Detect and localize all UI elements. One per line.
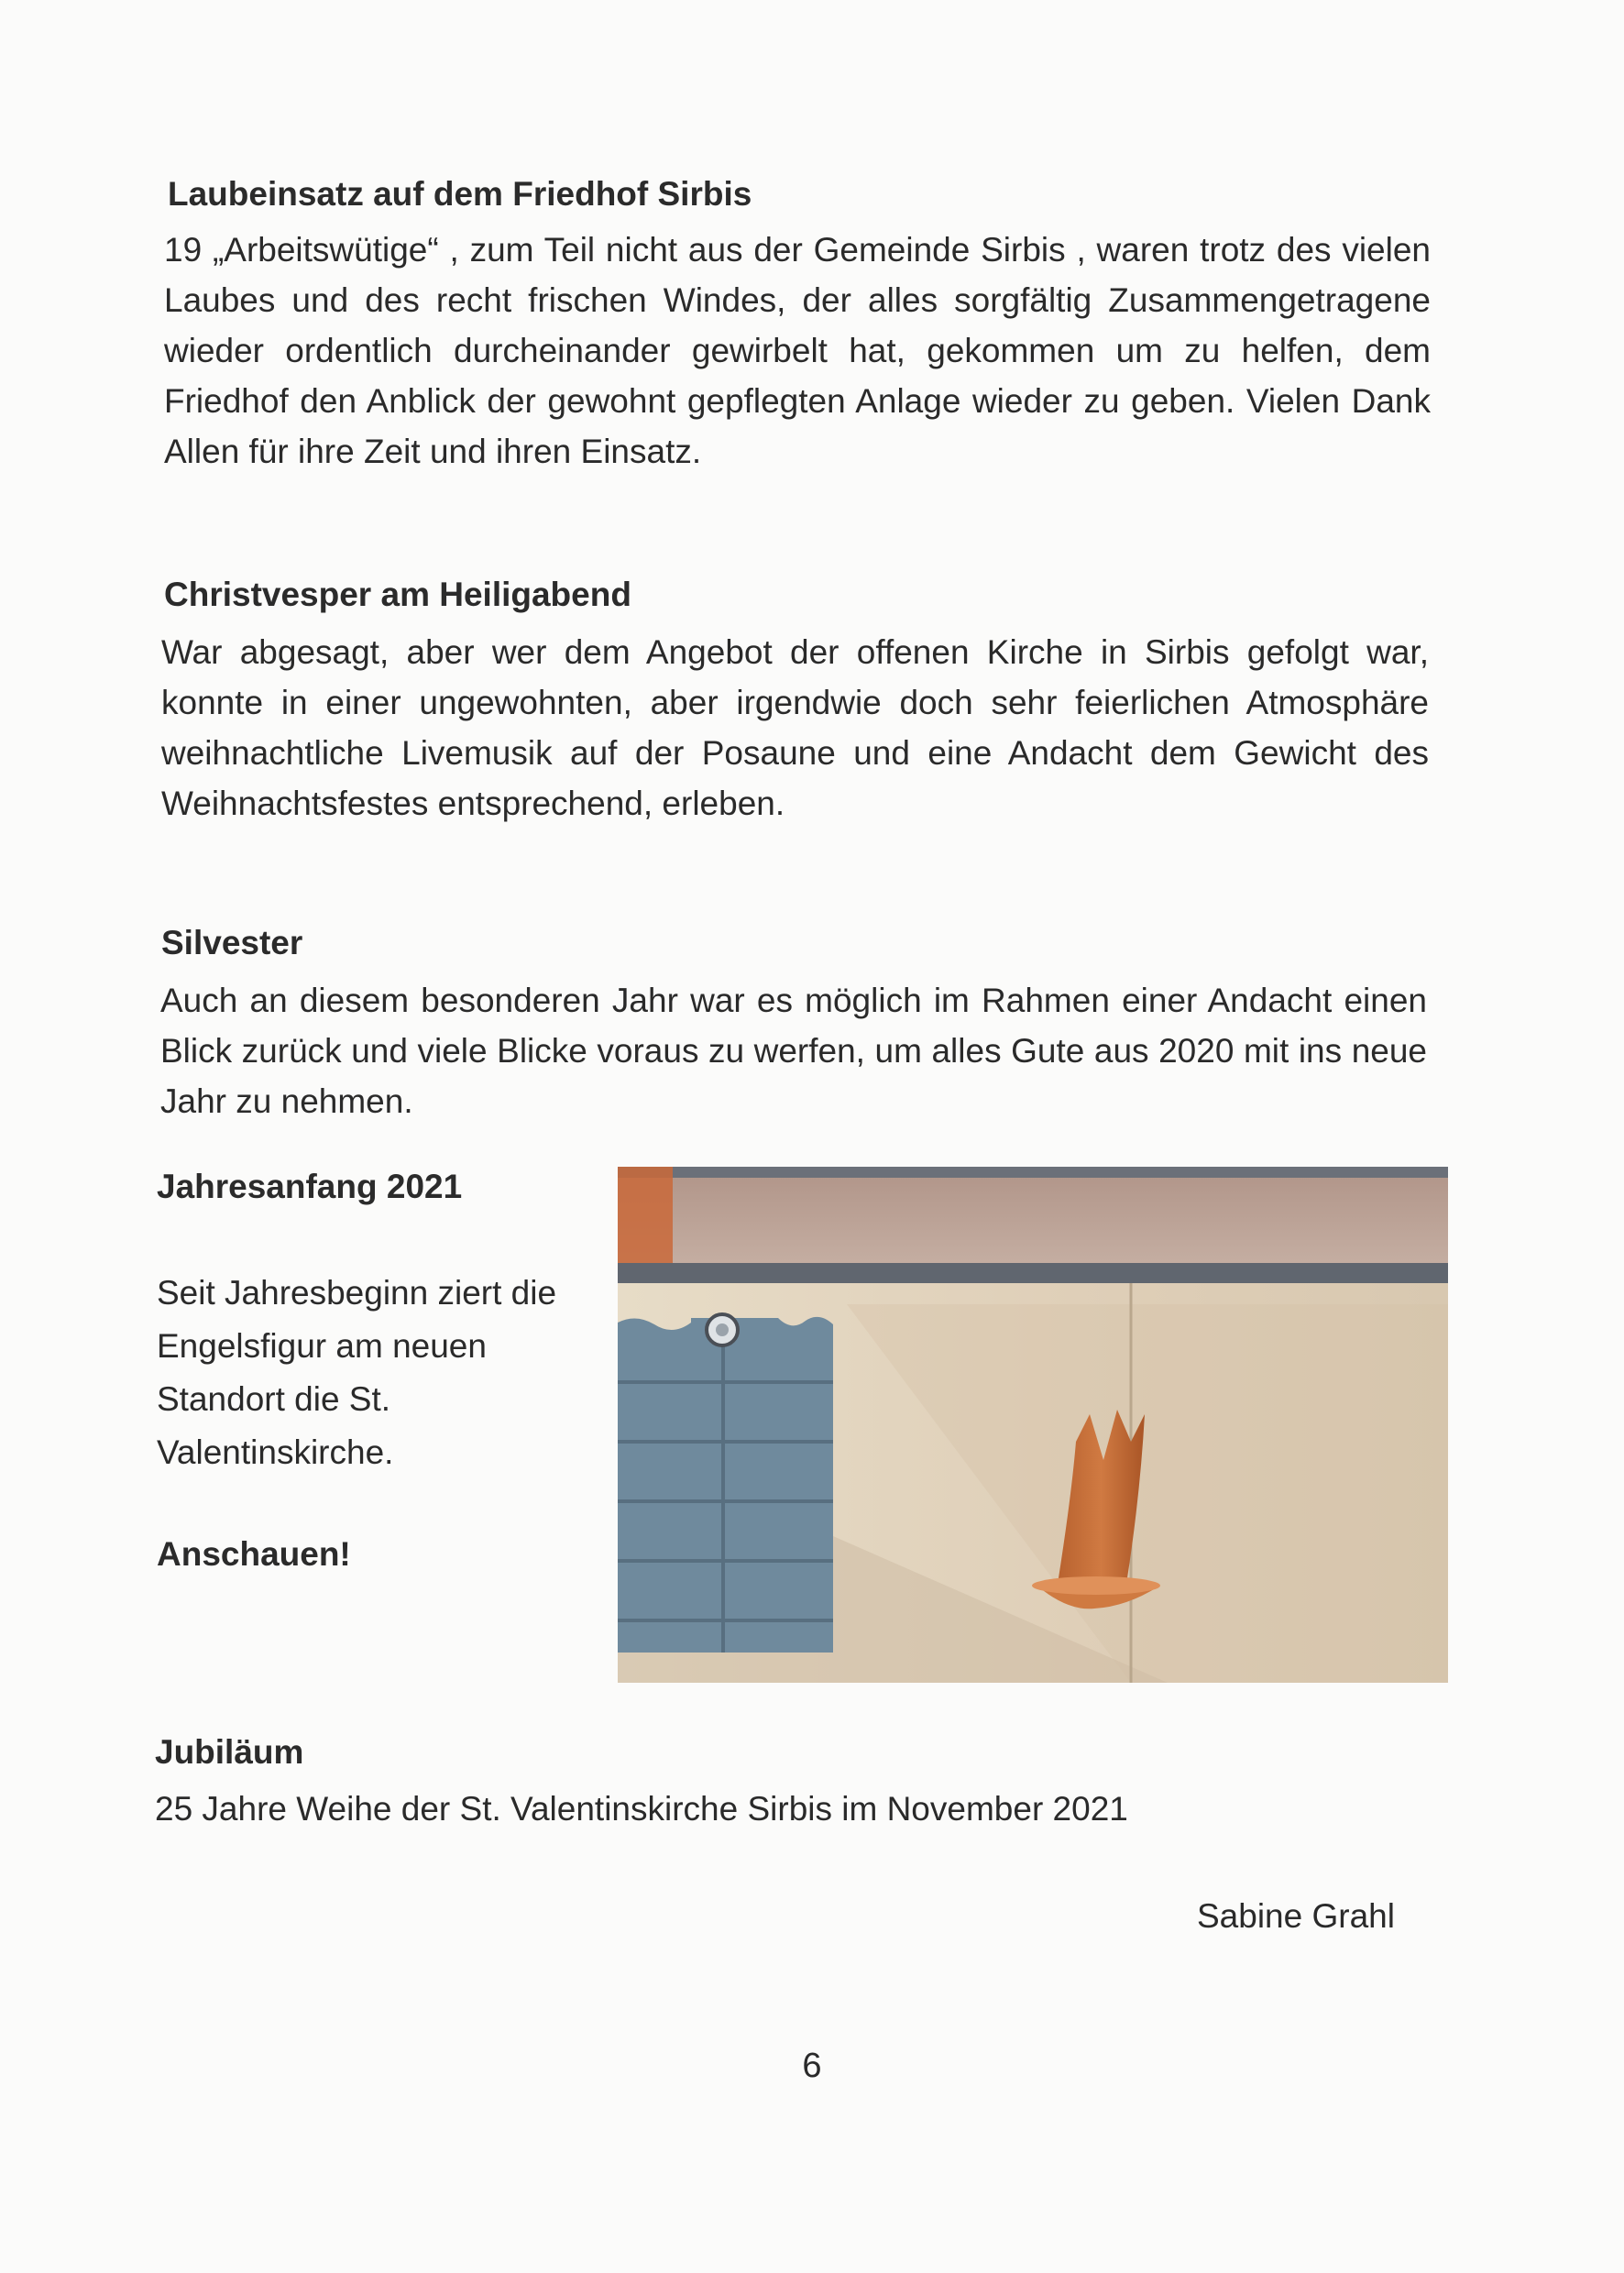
heading-silvester: Silvester: [161, 924, 303, 961]
paragraph-jahresanfang: Seit Jahresbeginn ziert die Engelsfigur am neuen Standort die St. Valentinskirche.: [157, 1274, 557, 1471]
paragraph-christvesper: War abgesagt, aber wer dem Angebot der offenen Kirche in Sirbis gefolgt war, konnte in einer ungewohnten, aber irgendwie doch sehr feierlichen Atmosphäre weihnachtliche Livemusik auf der Posaune und eine Andacht dem Gewicht des Weihnachtsfestes entsprechend, erleben.: [161, 633, 1429, 822]
paragraph-jubilaeum: 25 Jahre Weihe der St. Valentinskirche Sirbis im November 2021: [155, 1790, 1128, 1828]
paragraph-silvester: Auch an diesem besonderen Jahr war es möglich im Rahmen einer Andacht einen Blick zurück und viele Blicke voraus zu werfen, um alles Gute aus 2020 mit ins neue Jahr zu nehmen.: [160, 982, 1427, 1120]
heading-jahresanfang: Jahresanfang 2021: [157, 1168, 463, 1205]
page-number: 6: [802, 2047, 822, 2085]
exclamation-anschauen: Anschauen!: [157, 1535, 351, 1573]
paragraph-laubeinsatz: 19 „Arbeitswütige“ , zum Teil nicht aus der Gemeinde Sirbis , waren trotz des vielen Laubes und des recht frischen Windes, der alles sorgfältig Zusammengetragene wieder ordentlich durcheinander gewirbelt hat, gekommen um zu helfen, dem Friedhof den Anblick der gewohnt gepflegten Anlage wieder zu geben. Vielen Dank Allen für ihre Zeit und ihren Einsatz.: [164, 231, 1431, 470]
author-signature: Sabine Grahl: [1197, 1897, 1395, 1935]
church-angel-photo: [618, 1167, 1448, 1683]
heading-laubeinsatz: Laubeinsatz auf dem Friedhof Sirbis: [168, 175, 752, 213]
heading-jubilaeum: Jubiläum: [155, 1733, 304, 1771]
photo-illustration: [618, 1167, 1448, 1683]
heading-christvesper: Christvesper am Heiligabend: [164, 576, 631, 613]
